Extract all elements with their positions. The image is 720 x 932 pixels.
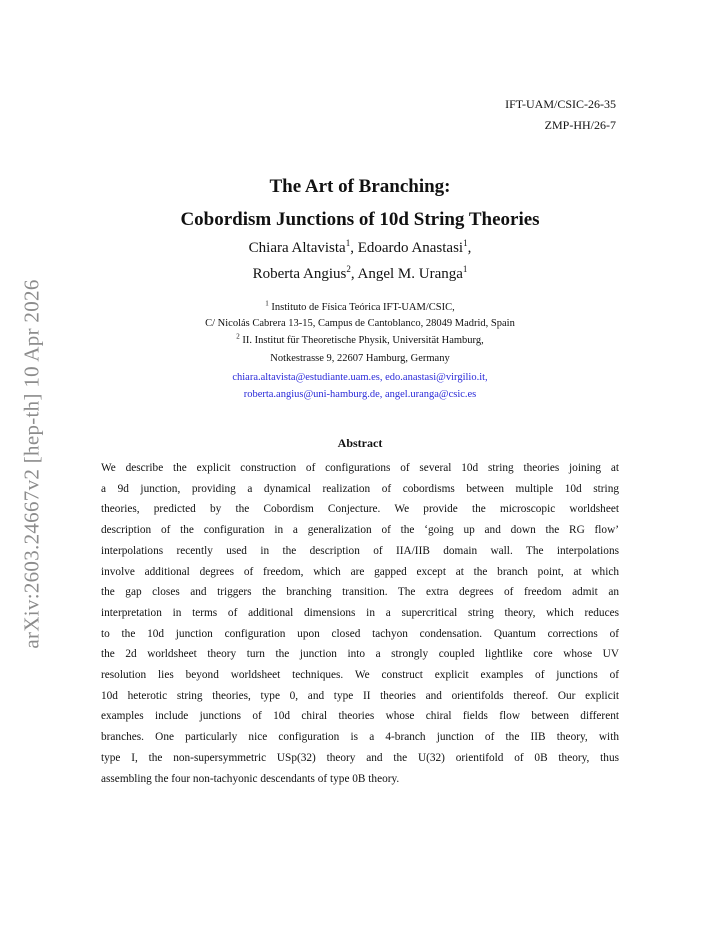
author-line: Chiara Altavista$^1$, Edoardo Anastasi$^1$,: [248, 238, 472, 256]
affiliation-line: [0, 332, 720, 346]
paper-title-line: The Art of Branching:: [269, 176, 451, 197]
abstract-line: resolution lies beyond worldsheet techniques. We construct explicit examples of junctions of: [101, 669, 619, 682]
affiliation-mark: 2: [236, 332, 240, 341]
abstract-line: branches. One particularly nice configuration is a 4-branch junction of the IIB theory, with: [101, 731, 619, 744]
author-name: Roberta Angius: [252, 266, 347, 282]
affiliation-mark: 1: [462, 264, 468, 274]
paper-title-line: Cobordism Junctions of 10d String Theories: [180, 209, 540, 230]
abstract-line: description of the configuration in a generalization of the ‘going up and down the RG flow’: [101, 524, 619, 537]
abstract-line: We describe the explicit construction of configurations of several 10d string theories joining at: [101, 462, 619, 474]
abstract-line: to the 10d junction configuration upon closed tachyon condensation. Quantum corrections of: [101, 627, 619, 640]
report-numbers: [505, 94, 616, 136]
affiliation-mark: 1: [345, 238, 351, 248]
abstract-line: interpolations recently used in the description of IIA/IIB domain wall. The interpolations: [101, 544, 619, 557]
abstract-line: interpretation in terms of additional dimensions in a supercritical string theory, which reduces: [101, 606, 619, 619]
report-number: ZMP-HH/26-7: [544, 118, 616, 132]
abstract-line: the gap closes and triggers the branching transition. The extra degrees of freedom admit an: [101, 586, 619, 599]
author-name: Edoardo Anastasi: [357, 240, 464, 256]
abstract-line: the 2d worldsheet theory turn the junction into a strongly coupled lightlike core whose UV: [101, 648, 619, 661]
email-links-line[interactable]: chiara.altavista@estudiante.uam.es, edo.anastasi@virgilio.it,: [232, 372, 488, 383]
abstract-line: assembling the four non-tachyonic descendants of type 0B theory.: [101, 772, 400, 785]
author-name: Chiara Altavista: [248, 240, 346, 256]
abstract-line: theories, predicted by the Cobordism Conjecture. We provide the microscopic worldsheet: [101, 503, 619, 516]
abstract-line: type I, the non-supersymmetric USp(32) theory and the U(32) orientifold of 0B theory, thus: [101, 751, 619, 764]
abstract-line: 10d heterotic string theories, type 0, and type II theories and orientifolds thereof. Our explicit: [101, 689, 619, 702]
affiliation-mark: 1: [463, 238, 468, 248]
author-name: Angel M. Uranga: [357, 266, 463, 282]
arxiv-identifier-stamp: arXiv:2603.24667v2 [hep-th] 10 Apr 2026: [19, 279, 44, 649]
author-line: Roberta Angius$^2$, Angel M. Uranga$^1$: [252, 264, 468, 282]
report-number: IFT-UAM/CSIC-26-35: [505, 97, 616, 111]
affiliation-text: Instituto de Física Teórica IFT-UAM/CSIC,: [271, 302, 455, 313]
affiliation-line: C/ Nicolás Cabrera 13-15, Campus de Cantoblanco, 28049 Madrid, Spain: [205, 318, 515, 329]
affiliation-mark: 1: [265, 299, 269, 308]
affiliation-line: Notkestrasse 9, 22607 Hamburg, Germany: [270, 353, 450, 364]
abstract-heading: Abstract: [337, 436, 383, 450]
abstract-line: examples include junctions of 10d chiral theories whose chiral fields flow between different: [101, 710, 619, 723]
affiliation-line: [0, 299, 720, 313]
abstract-line: involve additional degrees of freedom, which are gapped except at the branch point, at which: [101, 565, 619, 578]
affiliation-text: II. Institut für Theoretische Physik, Universität Hamburg,: [242, 335, 484, 346]
abstract-line: a 9d junction, providing a dynamical realization of cobordisms between multiple 10d string: [101, 482, 619, 495]
email-links-line[interactable]: roberta.angius@uni-hamburg.de, angel.uranga@csic.es: [243, 389, 477, 400]
affiliation-mark: 2: [346, 264, 351, 274]
abstract-body: [101, 458, 619, 789]
